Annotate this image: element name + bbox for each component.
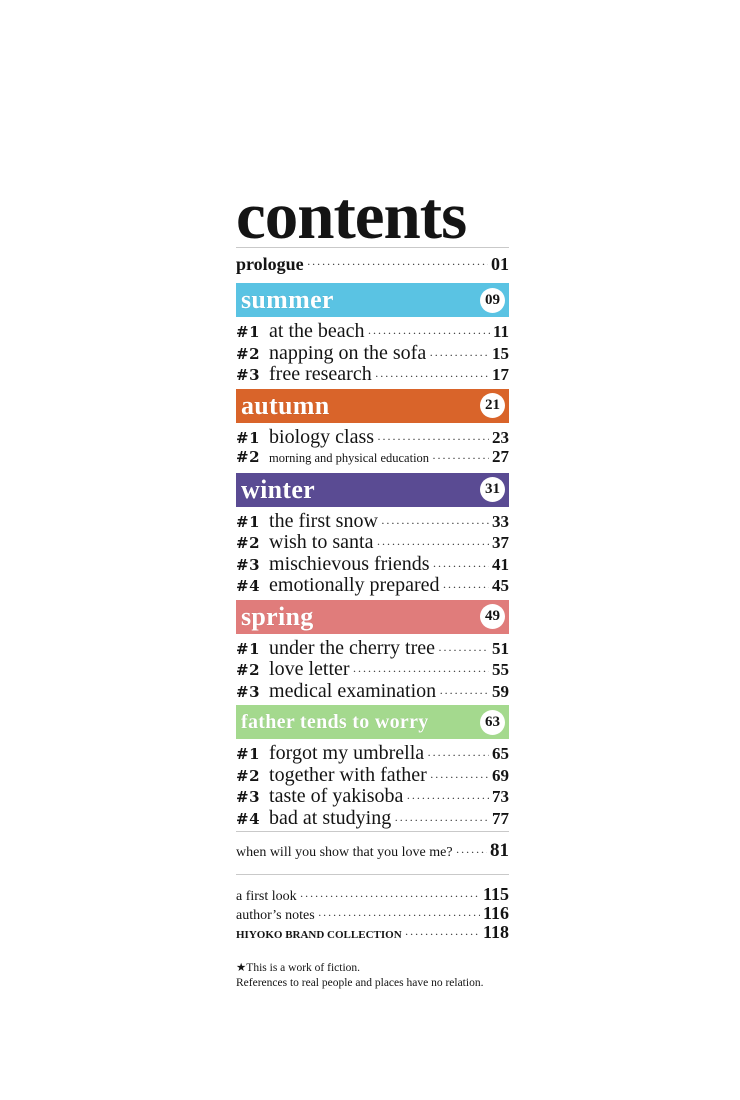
disclaimer-line: References to real people and places have no relation. [236, 977, 484, 989]
section-header-spring[interactable] [236, 600, 509, 634]
section-header-autumn[interactable] [236, 389, 509, 423]
chapter-number: #3 [236, 366, 261, 384]
dot-leader [307, 257, 488, 272]
chapter-entry[interactable] [236, 426, 509, 448]
chapter-entry[interactable] [236, 637, 509, 659]
dot-leader [433, 559, 489, 574]
extra-label: author’s notes [236, 908, 315, 923]
divider [236, 874, 509, 875]
chapter-entry[interactable] [236, 680, 509, 702]
chapter-title: the first snow [269, 509, 378, 532]
dot-leader [300, 889, 480, 904]
chapter-page: 33 [492, 511, 509, 531]
chapter-entry[interactable] [236, 574, 509, 596]
chapter-number: #1 [236, 428, 261, 447]
extra-entry[interactable] [236, 922, 509, 941]
disclaimer [236, 961, 509, 991]
divider [236, 831, 509, 832]
dot-leader [368, 326, 490, 341]
dot-leader [439, 686, 489, 701]
chapter-number: #2 [236, 766, 261, 785]
dot-leader [443, 580, 489, 595]
chapter-number: #1 [236, 745, 261, 763]
extra-entry[interactable] [236, 903, 509, 922]
chapter-number: #4 [236, 577, 261, 595]
chapter-page: 65 [492, 744, 509, 763]
chapter-title: together with father [269, 763, 427, 786]
special-entry[interactable] [236, 840, 509, 866]
chapter-page: 15 [492, 343, 509, 363]
chapter-page: 55 [492, 660, 509, 679]
dot-leader [375, 369, 489, 384]
chapter-entry[interactable] [236, 363, 509, 385]
chapter-page: 37 [492, 533, 509, 552]
section-title: father tends to worry [241, 710, 429, 733]
section-title: winter [241, 474, 315, 504]
special-page: 81 [490, 840, 509, 861]
dot-leader [406, 791, 489, 806]
page-title: contents [236, 179, 467, 253]
section-page-badge: 21 [480, 393, 505, 418]
chapter-number: #1 [236, 323, 261, 341]
chapter-list [236, 426, 509, 469]
dot-leader [432, 451, 489, 466]
chapter-entry[interactable] [236, 531, 509, 553]
dot-leader [429, 348, 489, 363]
section-header-winter[interactable] [236, 473, 509, 507]
chapter-list [236, 637, 509, 702]
chapter-title: biology class [269, 425, 375, 448]
dot-leader [377, 432, 489, 447]
section-header-summer[interactable] [236, 283, 509, 317]
dot-leader [381, 516, 489, 531]
chapter-entry[interactable] [236, 553, 509, 575]
section-title: autumn [241, 390, 330, 420]
dot-leader [353, 664, 489, 679]
chapter-page: 77 [492, 808, 509, 828]
section-title: spring [241, 601, 314, 631]
chapter-number: #1 [236, 639, 261, 658]
chapter-title: wish to santa [269, 531, 374, 553]
chapter-title: napping on the sofa [269, 341, 427, 364]
chapter-page: 45 [492, 576, 509, 595]
chapter-number: #4 [236, 809, 261, 828]
prologue-entry[interactable] [236, 249, 509, 279]
chapter-number: #2 [236, 448, 261, 466]
dot-leader [318, 908, 480, 923]
prologue-label: prologue [236, 253, 304, 274]
chapter-title: at the beach [269, 320, 365, 342]
chapter-title: forgot my umbrella [269, 742, 425, 764]
sections [236, 283, 509, 828]
chapter-title: love letter [269, 658, 350, 680]
dot-leader [427, 748, 489, 763]
chapter-list [236, 320, 509, 385]
section-header-father[interactable] [236, 705, 509, 739]
chapter-title: medical examination [269, 679, 437, 702]
dot-leader [438, 643, 489, 658]
chapter-number: #2 [236, 661, 261, 679]
section-page-badge: 31 [480, 477, 505, 502]
chapter-number: #3 [236, 555, 261, 574]
chapter-page: 23 [492, 427, 509, 447]
extras-list [236, 884, 509, 941]
chapter-page: 11 [492, 322, 509, 341]
extra-label: HIYOKO BRAND COLLECTION [236, 929, 402, 941]
chapter-page: 69 [492, 765, 509, 785]
chapter-number: #2 [236, 344, 261, 363]
extra-page: 118 [482, 922, 509, 942]
table-of-contents [236, 179, 509, 991]
chapter-page: 27 [492, 447, 509, 466]
extra-page: 115 [482, 884, 509, 904]
chapter-title: emotionally prepared [269, 574, 440, 596]
chapter-entry[interactable] [236, 320, 509, 342]
chapter-number: #3 [236, 682, 261, 701]
chapter-entry[interactable] [236, 342, 509, 364]
chapter-title: morning and physical education [269, 451, 430, 465]
chapter-title: mischievous friends [269, 552, 430, 575]
chapter-entry[interactable] [236, 742, 509, 764]
section-page-badge: 09 [480, 288, 505, 313]
chapter-entry[interactable] [236, 510, 509, 532]
chapter-entry[interactable] [236, 447, 509, 469]
chapter-page: 17 [492, 365, 509, 384]
chapter-number: #1 [236, 512, 261, 531]
special-label: when will you show that you love me? [236, 845, 453, 860]
chapter-page: 41 [492, 554, 509, 574]
chapter-page: 51 [492, 638, 509, 658]
extra-label: a first look [236, 889, 297, 904]
extra-entry[interactable] [236, 884, 509, 903]
chapter-entry[interactable] [236, 785, 509, 807]
dot-leader [430, 770, 489, 785]
chapter-list [236, 510, 509, 596]
chapter-entry[interactable] [236, 658, 509, 680]
prologue-page: 01 [491, 253, 509, 274]
chapter-page: 73 [492, 787, 509, 806]
dot-leader [376, 537, 489, 552]
chapter-title: bad at studying [269, 806, 392, 829]
chapter-entry[interactable] [236, 764, 509, 786]
dot-leader [405, 927, 480, 942]
chapter-entry[interactable] [236, 807, 509, 829]
section-title: summer [241, 285, 334, 314]
section-page-badge: 63 [480, 710, 505, 735]
chapter-title: taste of yakisoba [269, 785, 404, 807]
disclaimer-line: ★This is a work of fiction. [236, 962, 361, 974]
section-page-badge: 49 [480, 604, 505, 629]
chapter-list [236, 742, 509, 828]
chapter-number: #2 [236, 534, 261, 552]
dot-leader [456, 845, 487, 860]
chapter-title: free research [269, 363, 372, 385]
chapter-number: #3 [236, 788, 261, 806]
dot-leader [394, 813, 489, 828]
chapter-title: under the cherry tree [269, 636, 436, 659]
extra-page: 116 [482, 903, 509, 923]
chapter-page: 59 [492, 681, 509, 701]
